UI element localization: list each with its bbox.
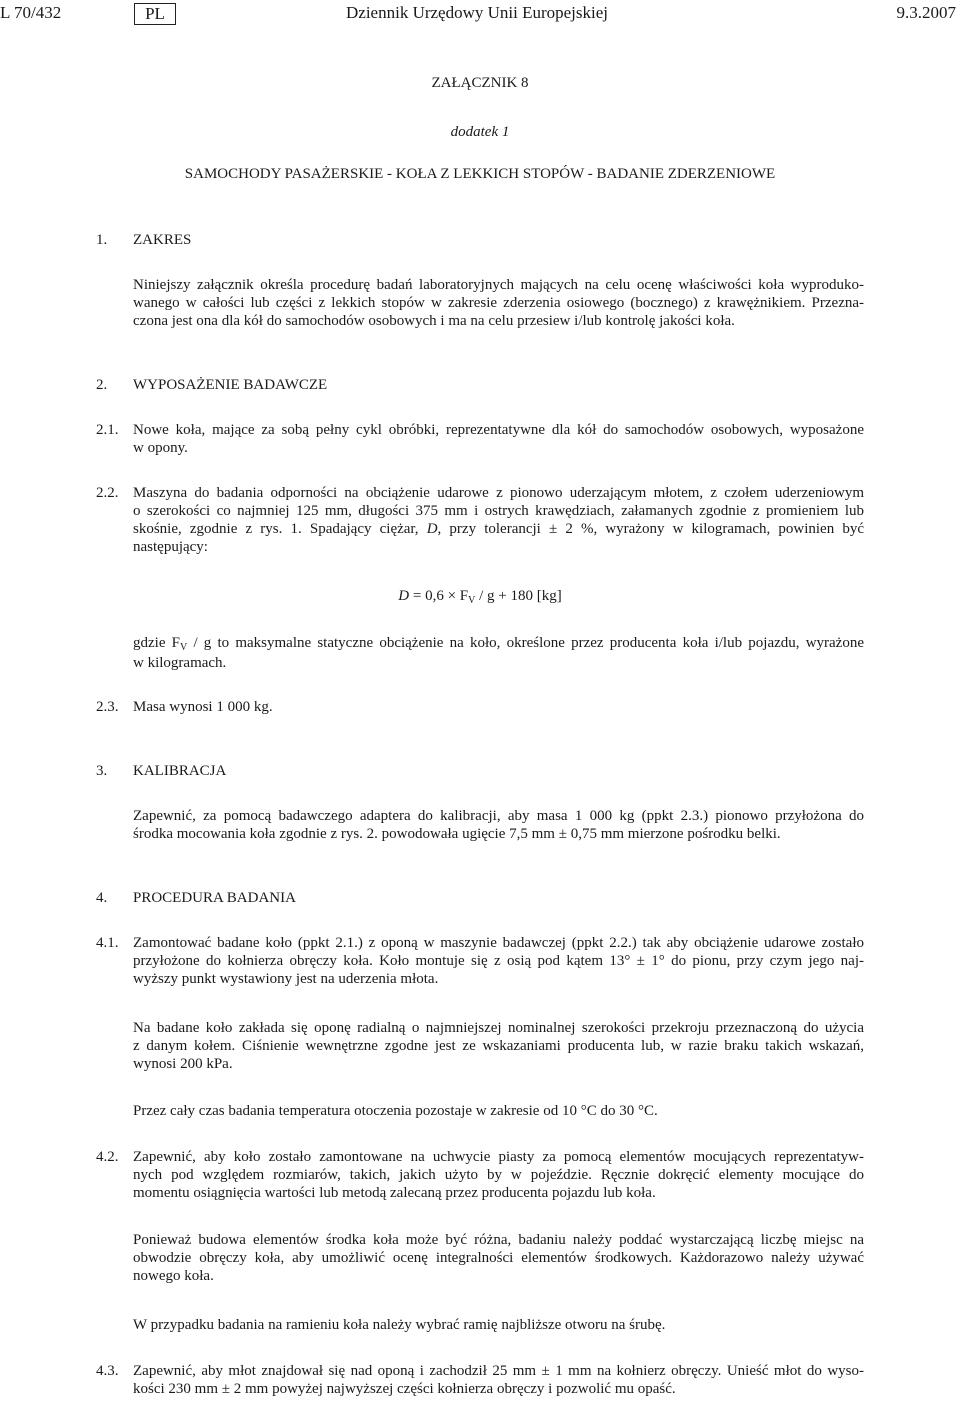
journal-title: Dziennik Urzędowy Unii Europejskiej [346,3,609,22]
paragraph-2-3: Masa wynosi 1 000 kg. [133,699,273,715]
paragraph-4-1-c [133,1102,864,1120]
text-line: czona jest ona dla kół do samochodów osobowych i ma na celu przesiew i/lub kontrolę jakości koła. [133,313,735,329]
paragraph-4-1-b [133,1019,864,1073]
text-line: Zamontować badane koło (ppkt 2.1.) z oponą w maszynie badawczej (ppkt 2.2.) tak aby obciążenie udarowe zostało [133,935,864,951]
paragraph-2-1 [133,421,864,457]
text-line: wanego w całości lub części z lekkich stopów w zakresie zderzenia osiowego (bocznego) z krawężnikiem. Przezna- [133,295,864,311]
text-line: Zapewnić, za pomocą badawczego adaptera do kalibracji, aby masa 1 000 kg (ppkt 2.3.) pionowo przyłożona do [133,808,864,824]
section-1-heading: ZAKRES [133,232,192,248]
text-line: o szerokości co najmniej 125 mm, długości 375 mm i ostrych krawędziach, załamanych zgodnie z promieniem lub [133,503,864,519]
paragraph-4-2-a [133,1148,864,1202]
section-3-number: 3. [96,763,108,779]
paragraph-4-2-number: 4.2. [96,1149,119,1165]
drop-weight-formula: $D = 0,6 \times F_V / g + 180$ [kg] [398,588,562,606]
supplement-label: dodatek 1 [450,124,510,140]
text-line: w opony. [133,440,188,456]
publication-date: 9.3.2007 [896,3,956,22]
paragraph-4-1-number: 4.1. [96,935,119,951]
text-line: nych pod względem rozmiarów, takich, jakich użyto by w pojeździe. Ręcznie dokręcić elementy mocujące do [133,1167,864,1183]
text-line: obwodzie obręczy koła, aby umożliwić ocenę integralności elementów środkowych. Każdorazowo należy używać [133,1250,864,1266]
subscript: V [180,642,188,653]
text-line: w kilogramach. [133,655,227,671]
text-line: wynosi 200 kPa. [133,1056,233,1072]
text-line: wyższy punkt wystawiony jest na uderzenia młota. [133,971,439,987]
paragraph-2-1-number: 2.1. [96,422,119,438]
text-line: Zapewnić, aby koło zostało zamontowane na uchwycie piasty za pomocą elementów mocujących reprezentatyw- [133,1149,864,1165]
text-line: z danym kołem. Ciśnienie wewnętrzne zgodne jest ze wskazaniami producenta lub, w razie braku takich wskazań, [133,1038,864,1054]
language-box: PL [134,3,176,25]
text-line: przyłożone do kołnierza obręczy koła. Koło montuje się z osią pod kątem 13° ± 1° do pionu, przy czym jego naj- [133,953,864,969]
text-line: momentu osiągnięcia wartości lub metodą zalecaną przez producenta pojazdu lub koła. [133,1185,656,1201]
paragraph-4-2-b [133,1231,864,1285]
text-line: Zapewnić, aby młot znajdował się nad oponą i zachodził 25 mm ± 1 mm na kołnierz obręczy. Unieść młot do wyso- [133,1363,864,1379]
paragraph-4-3 [133,1362,864,1398]
text-line: środka mocowania koła zgodnie z rys. 2. powodowała ugięcie 7,5 mm ± 0,75 mm mierzone pośrodku belki. [133,826,781,842]
document-title: SAMOCHODY PASAŻERSKIE - KOŁA Z LEKKICH STOPÓW - BADANIE ZDERZENIOWE [184,166,776,182]
page-number: L 70/432 [0,3,62,22]
variable-d: D [426,521,438,537]
annex-label: ZAŁĄCZNIK 8 [431,75,529,91]
section-3-heading: KALIBRACJA [133,763,227,779]
paragraph-4-3-number: 4.3. [96,1363,119,1379]
formula-explanation [133,634,864,672]
paragraph-4-1-a [133,934,864,988]
paragraph-4-2-c [133,1316,864,1334]
section-2-heading: WYPOSAŻENIE BADAWCZE [133,377,328,393]
text-line: kości 230 mm ± 2 mm powyżej najwyższej części kołnierza obręczy i pozwolić mu opaść. [133,1381,676,1397]
text-line: nowego koła. [133,1268,214,1284]
paragraph-2-3-number: 2.3. [96,699,119,715]
text-line: Na badane koło zakłada się oponę radialną o najmniejszej nominalnej szerokości przekroju przeznaczoną do użycia [133,1020,864,1036]
text-line: Ponieważ budowa elementów środka koła może być różna, badaniu należy poddać wystarczającą liczbę miejsc na [133,1232,864,1248]
text-line: gdzie $F_V$ / g to maksymalne statyczne obciążenie na koło, określone przez producenta koła i/lub pojazdu, wyrażone [133,635,864,653]
text-line: Niniejszy załącznik określa procedurę badań laboratoryjnych mających na celu ocenę właściwości koła wyproduko- [133,277,864,293]
text-line: Maszyna do badania odporności na obciążenie udarowe z pionowo uderzającym młotem, z czołem uderzeniowym [133,485,864,501]
text-line: następujący: [133,539,208,555]
text-line: W przypadku badania na ramieniu koła należy wybrać ramię najbliższe otworu na śrubę. [133,1317,666,1333]
section-4-number: 4. [96,890,108,906]
section-3-paragraph [133,807,864,843]
text-line: Nowe koła, mające za sobą pełny cykl obróbki, reprezentatywne dla kół do samochodów osobowych, wyposażone [133,422,864,438]
text-line: Przez cały czas badania temperatura otoczenia pozostaje w zakresie od 10 °C do 30 °C. [133,1103,658,1119]
section-4-heading: PROCEDURA BADANIA [133,890,296,906]
subscript: V [468,595,476,606]
text-line: skośnie, zgodnie z rys. 1. Spadający ciężar, D, przy tolerancji ± 2 %, wyrażony w kilogramach, powinien być [133,521,865,537]
section-2-number: 2. [96,377,108,393]
paragraph-2-2 [133,484,864,556]
paragraph-2-2-number: 2.2. [96,485,119,501]
section-1-paragraph [133,276,864,330]
section-1-number: 1. [96,232,108,248]
variable-d: D [398,588,410,604]
